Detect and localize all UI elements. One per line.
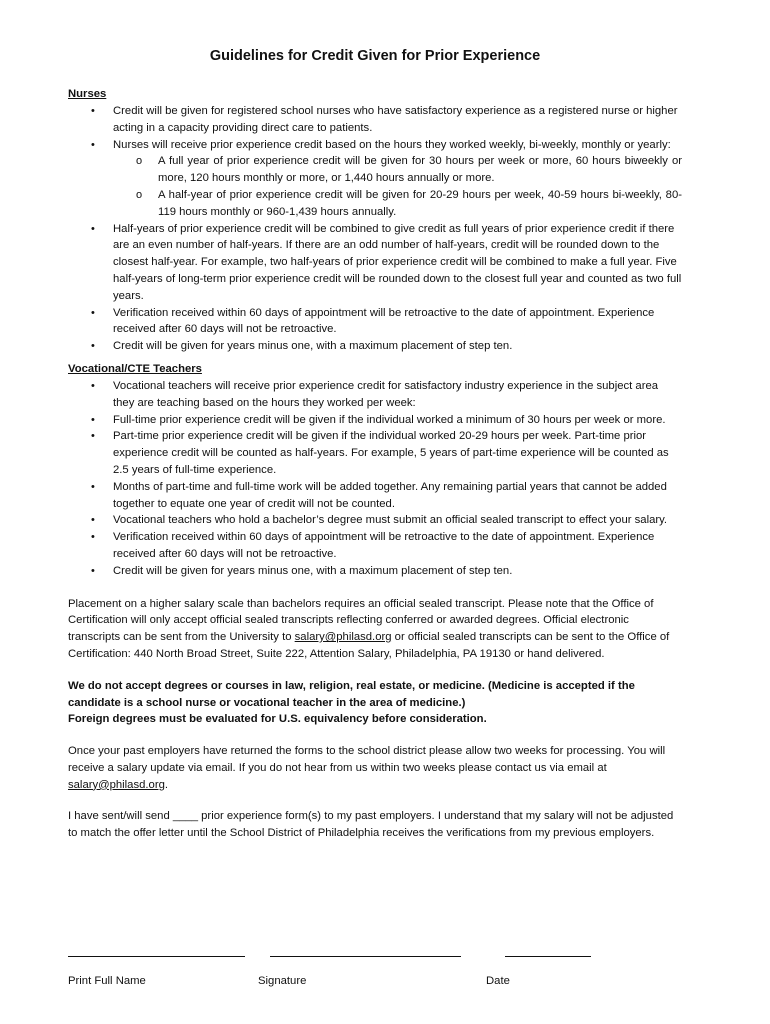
vocational-list — [68, 378, 682, 580]
nurses-list — [68, 103, 682, 355]
processing-text-2: . — [164, 778, 169, 791]
vocational-bullet-6: • Verification received within 60 days of appointment will be retroactive to the date of appointment. Experience received after 60 days will not be retroactive. — [113, 529, 682, 563]
vocational-bullet-1: • Vocational teachers will receive prior experience credit for satisfactory industry experience in the subject area they are teaching based on the hours they worked per week: — [113, 378, 682, 412]
vocational-bullet-7: • Credit will be given for years minus one, with a maximum placement of step ten. — [113, 563, 682, 580]
nurses-bullet-2-text: Nurses will receive prior experience credit based on the hours they worked weekly, bi-weekly, monthly or yearly: — [113, 138, 671, 151]
date-line[interactable] — [505, 956, 591, 957]
vocational-bullet-4: • Months of part-time and full-time work will be added together. Any remaining partial years that cannot be added together to equate one year of credit will not be counted. — [113, 479, 682, 513]
vocational-heading: Vocational/CTE Teachers — [68, 362, 202, 375]
processing-text-1: Once your past employers have returned the forms to the school district please allow two weeks for processing. You will receive a salary update via email. If you do not hear from us within two weeks please contact us via email at — [68, 745, 666, 774]
date-label: Date — [486, 975, 510, 987]
vocational-section — [68, 361, 682, 580]
vocational-bullet-2: • Full-time prior experience credit will be given if the individual worked a minimum of 30 hours per week or more. — [113, 412, 682, 429]
acknowledgement-text-1: I have sent/will send — [68, 810, 173, 823]
placement-paragraph — [68, 596, 682, 663]
placement-text-2: or official sealed transcripts can be sent to the Office of Certification: 440 North Broad Street, Suite 222, Attention Salary, Philadelphia, PA 19130 or hand delivered. — [68, 631, 670, 660]
processing-paragraph — [68, 743, 682, 793]
acknowledgement-paragraph — [68, 808, 682, 842]
notice-paragraph — [68, 678, 682, 728]
nurses-bullet-4: • Verification received within 60 days of appointment will be retroactive to the date of appointment. Experience received after 60 days will not be retroactive. — [113, 305, 682, 339]
notice-line-2: Foreign degrees must be evaluated for U.S. equivalency before consideration. — [68, 713, 487, 726]
forms-count-blank[interactable]: ____ — [172, 810, 199, 823]
signature-line[interactable] — [270, 956, 461, 957]
acknowledgement-text-2: prior experience form(s) to my past employers. I understand that my salary will not be adjusted to match the offer letter until the School District of Philadelphia receives the verifications from my previous employers. — [68, 810, 674, 840]
vocational-bullet-5: • Vocational teachers who hold a bachelor’s degree must submit an official sealed transcript to effect your salary. — [113, 512, 682, 529]
nurses-sublist — [113, 153, 682, 220]
processing-email-link[interactable]: salary@philasd.org — [68, 778, 165, 791]
print-name-label: Print Full Name — [68, 975, 146, 987]
notice-line-1: We do not accept degrees or courses in law, religion, real estate, or medicine. (Medicine is accepted if the candidate is a school nurse or vocational teacher in the area of medicine.) — [68, 679, 635, 709]
placement-text-1: Placement on a higher salary scale than bachelors requires an official sealed transcript. Please note that the Office of Certification will only accept official sealed transcripts reflecting conferred or awarded degrees. Official electronic transcripts can be sent from the University to — [68, 597, 654, 644]
nurses-bullet-2 — [113, 137, 682, 221]
document-title: Guidelines for Credit Given for Prior Experience — [209, 48, 541, 64]
nurses-heading: Nurses — [68, 88, 107, 100]
print-name-line[interactable] — [68, 956, 245, 957]
nurses-sub-bullet-2: o A half-year of prior experience credit will be given for 20-29 hours per week, 40-59 hours bi-weekly, 80-119 hours monthly or 960-1,439 hours annually. — [158, 187, 682, 221]
placement-email-link[interactable]: salary@philasd.org — [294, 631, 392, 644]
nurses-sub-bullet-1: o A full year of prior experience credit will be given for 30 hours per week or more, 60 hours biweekly or more, 120 hours monthly or more, or 1,440 hours annually or more. — [158, 153, 682, 187]
nurses-bullet-3: • Half-years of prior experience credit will be combined to give credit as full years of prior experience credit if there are an even number of half-years. If there are an odd number of half-years, credit will be rounded down to the closest half-year. For example, two half-years of prior experience credit will be combined to make a full year. Five half-years of long-term prior experience credit will be rounded down to the closest full year and counted as two full years. — [113, 221, 682, 305]
nurses-bullet-5: • Credit will be given for years minus one, with a maximum placement of step ten. — [113, 338, 682, 355]
signature-label: Signature — [258, 975, 307, 987]
vocational-bullet-3: • Part-time prior experience credit will be given if the individual worked 20-29 hours per week. Part-time prior experience credit will be counted as half-years. For example, 5 years of part-time experience will be counted as 2.5 years of full-time experience. — [113, 428, 682, 478]
nurses-bullet-1: • Credit will be given for registered school nurses who have satisfactory experience as a registered nurse or higher acting in a capacity providing direct care to patients. — [113, 103, 682, 137]
nurses-section — [68, 86, 682, 355]
